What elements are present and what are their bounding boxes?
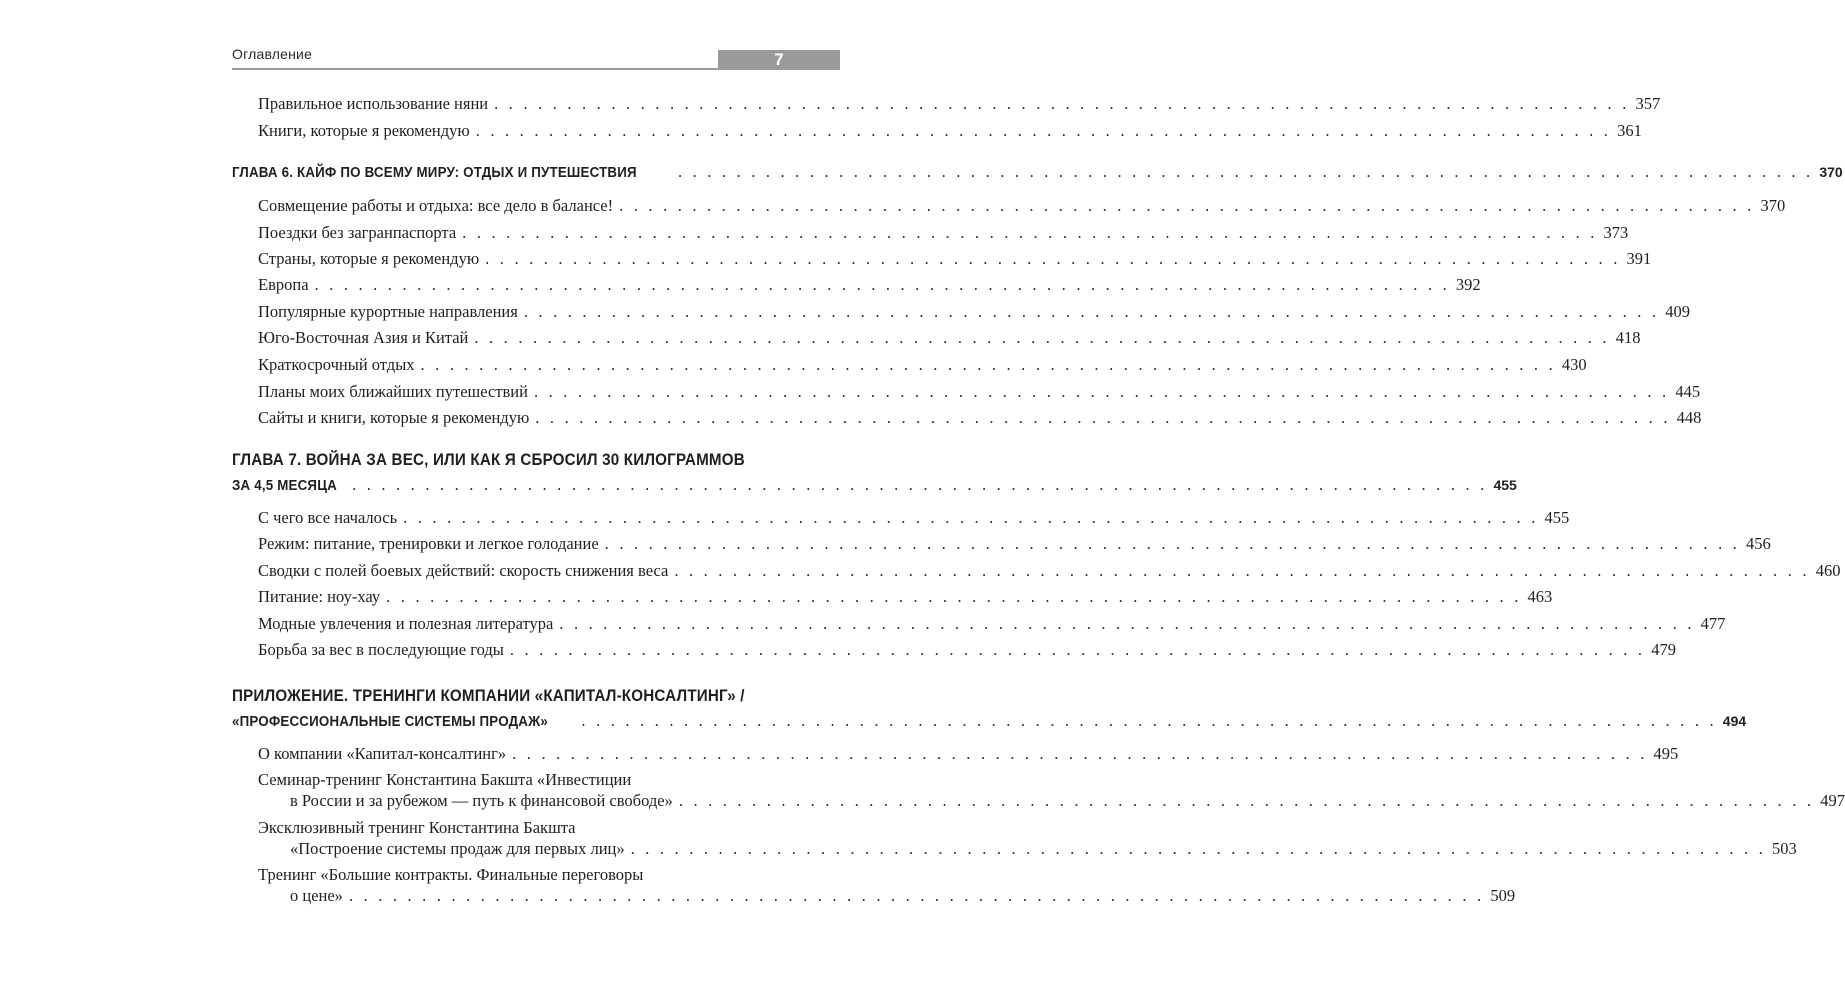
toc-entry-page: 509 — [1490, 886, 1516, 905]
dot-leader: . . . . . . . . . . . . . . . . . . . . . . . . . . . . . . . . . . . . . . . . . . . . . . . . . . . . . . . . . . . . . . . . . . . . . . . . . . . . . . — [485, 249, 1621, 268]
toc-entry-title: Страны, которые я рекомендую — [258, 249, 480, 268]
dot-leader: . . . . . . . . . . . . . . . . . . . . . . . . . . . . . . . . . . . . . . . . . . . . . . . . . . . . . . . . . . . . . . . . . . . . . . . . . . . . . . — [523, 302, 1660, 321]
toc-entry-title-line1[interactable]: Тренинг «Большие контракты. Финальные переговоры — [258, 865, 644, 884]
toc-entry-page: 479 — [1651, 640, 1676, 659]
dot-leader: . . . . . . . . . . . . . . . . . . . . . . . . . . . . . . . . . . . . . . . . . . . . . . . . . . . . . . . . . . . . . . . . . . . . . . . . . . . . . . — [559, 614, 1695, 633]
dot-leader: . . . . . . . . . . . . . . . . . . . . . . . . . . . . . . . . . . . . . . . . . . . . . . . . . . . . . . . . . . . . . . . . . . . . . . . . . . . . . . — [403, 508, 1539, 527]
toc-entry-title: Европа — [258, 275, 309, 294]
chapter-6-heading[interactable] — [232, 160, 1843, 184]
toc-entry-page: 409 — [1665, 302, 1690, 321]
dot-leader: . . . . . . . . . . . . . . . . . . . . . . . . . . . . . . . . . . . . . . . . . . . . . . . . . . . . . . . . . . . . . . . . . . . . . . . . . . . . . . — [386, 587, 1522, 606]
dot-leader: . . . . . . . . . . . . . . . . . . . . . . . . . . . . . . . . . . . . . . . . . . . . . . . . . . . . . . . . . . . . . . . . . . . . . . . . . . . . . . — [619, 196, 1755, 215]
dot-leader: . . . . . . . . . . . . . . . . . . . . . . . . . . . . . . . . . . . . . . . . . . . . . . . . . . . . . . . . . . . . . . . . . . . . . . . . . . . . . . — [348, 886, 1485, 905]
toc-entry-title: Сводки с полей боевых действий: скорость снижения веса — [258, 561, 669, 580]
toc-entry-title: Сайты и книги, которые я рекомендую — [258, 408, 530, 427]
toc-entry-page: 373 — [1603, 223, 1629, 242]
dot-leader: . . . . . . . . . . . . . . . . . . . . . . . . . . . . . . . . . . . . . . . . . . . . . . . . . . . . . . . . . . . . . . . . . . . . . . . . . . . . . . — [474, 328, 1610, 347]
dot-leader: . . . . . . . . . . . . . . . . . . . . . . . . . . . . . . . . . . . . . . . . . . . . . . . . . . . . . . . . . . . . . . . . . . . . . . . . . . . . . . — [604, 534, 1741, 553]
toc-entry-title: Совмещение работы и отдыха: все дело в балансе! — [258, 196, 614, 215]
toc-entry-title: О компании «Капитал-консалтинг» — [258, 744, 507, 763]
toc-entry-title: Питание: ноу-хау — [258, 587, 381, 606]
toc-entry[interactable] — [258, 380, 1701, 404]
toc-entry-page: 463 — [1527, 587, 1553, 606]
toc-entry-title: Юго-Восточная Азия и Китай — [258, 328, 469, 347]
dot-leader: . . . . . . . . . . . . . . . . . . . . . . . . . . . . . . . . . . . . . . . . . . . . . . . . . . . . . . . . . . . . . . . . . . . . . . . . . . . . . . — [512, 744, 1648, 763]
toc-entry[interactable] — [258, 612, 1726, 636]
toc-entry[interactable] — [258, 300, 1690, 324]
toc-entry-page: 503 — [1771, 839, 1797, 858]
toc-entry-title: Краткосрочный отдых — [258, 355, 415, 374]
toc-entry-title-line2: «Построение системы продаж для первых лиц» — [290, 839, 625, 858]
toc-entry-page: 357 — [1635, 94, 1661, 113]
toc-entry-page: 430 — [1561, 355, 1587, 374]
toc-entry-page: 477 — [1700, 614, 1726, 633]
toc-entry-title: Модные увлечения и полезная литература — [258, 614, 554, 633]
toc-entry-page: 370 — [1760, 196, 1786, 215]
toc-entry[interactable] — [258, 247, 1652, 271]
dot-leader: . . . . . . . . . . . . . . . . . . . . . . . . . . . . . . . . . . . . . . . . . . . . . . . . . . . . . . . . . . . . . . . . . . . . . . . . . . . . . . — [535, 408, 1671, 427]
toc-entry[interactable] — [258, 638, 1676, 662]
chapter-page: 455 — [1493, 477, 1517, 493]
chapter-7-heading[interactable] — [232, 473, 1517, 497]
toc-entry-title: Книги, которые я рекомендую — [258, 121, 470, 140]
dot-leader: . . . . . . . . . . . . . . . . . . . . . . . . . . . . . . . . . . . . . . . . . . . . . . . . . . . . . . . . . . . . . . . . . . . . . . . . . . . . . . — [494, 94, 1630, 113]
running-header-title: Оглавление — [232, 46, 313, 62]
toc-entry-page: 460 — [1815, 561, 1841, 580]
dot-leader: . . . . . . . . . . . . . . . . . . . . . . . . . . . . . . . . . . . . . . . . . . . . . . . . . . . . . . . . . . . . . . . . . . . . . . . . . . . . . . — [314, 275, 1450, 294]
dot-leader: . . . . . . . . . . . . . . . . . . . . . . . . . . . . . . . . . . . . . . . . . . . . . . . . . . . . . . . . . . . . . . . . . . . . . . . . . . . . . . — [630, 839, 1766, 858]
toc-entry-title: Правильное использование няни — [258, 94, 489, 113]
appendix-heading-line1[interactable]: ПРИЛОЖЕНИЕ. ТРЕНИНГИ КОМПАНИИ «КАПИТАЛ-КОНСАЛТИНГ» / — [232, 687, 745, 705]
toc-entry[interactable] — [258, 585, 1553, 609]
dot-leader: . . . . . . . . . . . . . . . . . . . . . . . . . . . . . . . . . . . . . . . . . . . . . . . . . . . . . . . . . . . . . . . . . . . . . . . . . . . . . . — [462, 223, 1598, 242]
header-rule — [232, 68, 718, 70]
toc-entry[interactable] — [258, 326, 1641, 350]
toc-entry-page: 495 — [1653, 744, 1679, 763]
page-number-tab: 7 — [718, 50, 840, 70]
toc-entry-page: 361 — [1617, 121, 1642, 140]
dot-leader: . . . . . . . . . . . . . . . . . . . . . . . . . . . . . . . . . . . . . . . . . . . . . . . . . . . . . . . . . . . . . . . . . . . . . . . . . . . . . . — [677, 162, 1814, 181]
toc-entry[interactable] — [258, 742, 1679, 766]
dot-leader: . . . . . . . . . . . . . . . . . . . . . . . . . . . . . . . . . . . . . . . . . . . . . . . . . . . . . . . . . . . . . . . . . . . . . . . . . . . . . . — [533, 382, 1670, 401]
dot-leader: . . . . . . . . . . . . . . . . . . . . . . . . . . . . . . . . . . . . . . . . . . . . . . . . . . . . . . . . . . . . . . . . . . . . . . . . . . . . . . — [475, 121, 1612, 140]
toc-entry[interactable] — [258, 273, 1481, 297]
toc-entry[interactable] — [258, 119, 1642, 143]
toc-entry[interactable] — [290, 837, 1797, 861]
toc-entry-title-line1[interactable]: Семинар-тренинг Константина Бакшта «Инвестиции — [258, 770, 632, 789]
toc-entry-page: 456 — [1746, 534, 1771, 553]
chapter-title: ГЛАВА 6. КАЙФ ПО ВСЕМУ МИРУ: ОТДЫХ И ПУТЕШЕСТВИЯ — [232, 165, 637, 181]
toc-entry[interactable] — [290, 789, 1845, 813]
toc-entry[interactable] — [258, 194, 1786, 218]
dot-leader: . . . . . . . . . . . . . . . . . . . . . . . . . . . . . . . . . . . . . . . . . . . . . . . . . . . . . . . . . . . . . . . . . . . . . . . . . . . . . . — [352, 475, 1488, 494]
toc-entry[interactable] — [258, 221, 1629, 245]
toc-entry-page: 445 — [1675, 382, 1701, 401]
toc-entry-title-line1[interactable]: Эксклюзивный тренинг Константина Бакшта — [258, 818, 576, 837]
toc-entry-title: Поездки без загранпаспорта — [258, 223, 457, 242]
toc-entry-page: 455 — [1544, 508, 1570, 527]
dot-leader: . . . . . . . . . . . . . . . . . . . . . . . . . . . . . . . . . . . . . . . . . . . . . . . . . . . . . . . . . . . . . . . . . . . . . . . . . . . . . . — [678, 791, 1815, 810]
toc-entry[interactable] — [258, 559, 1841, 583]
toc-entry-page: 418 — [1615, 328, 1641, 347]
chapter-page: 370 — [1819, 164, 1843, 180]
toc-entry-title-line2: в России и за рубежом — путь к финансовой свободе» — [290, 791, 673, 810]
dot-leader: . . . . . . . . . . . . . . . . . . . . . . . . . . . . . . . . . . . . . . . . . . . . . . . . . . . . . . . . . . . . . . . . . . . . . . . . . . . . . . — [674, 561, 1810, 580]
toc-entry-title: С чего все началось — [258, 508, 398, 527]
toc-entry-title-line2: о цене» — [290, 886, 343, 905]
dot-leader: . . . . . . . . . . . . . . . . . . . . . . . . . . . . . . . . . . . . . . . . . . . . . . . . . . . . . . . . . . . . . . . . . . . . . . . . . . . . . . — [420, 355, 1556, 374]
toc-entry-page: 392 — [1455, 275, 1481, 294]
toc-entry[interactable] — [258, 532, 1771, 556]
toc-entry-title: Режим: питание, тренировки и легкое голодание — [258, 534, 599, 553]
toc-entry-page: 497 — [1820, 791, 1845, 810]
dot-leader: . . . . . . . . . . . . . . . . . . . . . . . . . . . . . . . . . . . . . . . . . . . . . . . . . . . . . . . . . . . . . . . . . . . . . . . . . . . . . . — [581, 711, 1717, 730]
dot-leader: . . . . . . . . . . . . . . . . . . . . . . . . . . . . . . . . . . . . . . . . . . . . . . . . . . . . . . . . . . . . . . . . . . . . . . . . . . . . . . — [509, 640, 1646, 659]
toc-entry[interactable] — [290, 884, 1516, 908]
chapter-title: «ПРОФЕССИОНАЛЬНЫЕ СИСТЕМЫ ПРОДАЖ» — [232, 714, 548, 730]
chapter-7-heading-line1[interactable]: ГЛАВА 7. ВОЙНА ЗА ВЕС, ИЛИ КАК Я СБРОСИЛ 30 КИЛОГРАММОВ — [232, 451, 745, 469]
toc-entry[interactable] — [258, 353, 1587, 377]
toc-entry-title: Планы моих ближайших путешествий — [258, 382, 528, 401]
appendix-heading[interactable] — [232, 709, 1747, 733]
toc-entry[interactable] — [258, 92, 1661, 116]
chapter-page: 494 — [1722, 713, 1747, 729]
toc-entry[interactable] — [258, 406, 1702, 430]
toc-entry-page: 391 — [1626, 249, 1652, 268]
toc-entry[interactable] — [258, 506, 1570, 530]
toc-entry-title: Борьба за вес в последующие годы — [258, 640, 504, 659]
toc-entry-page: 448 — [1676, 408, 1702, 427]
toc-entry-title: Популярные курортные направления — [258, 302, 518, 321]
chapter-title: ЗА 4,5 МЕСЯЦА — [232, 478, 337, 494]
